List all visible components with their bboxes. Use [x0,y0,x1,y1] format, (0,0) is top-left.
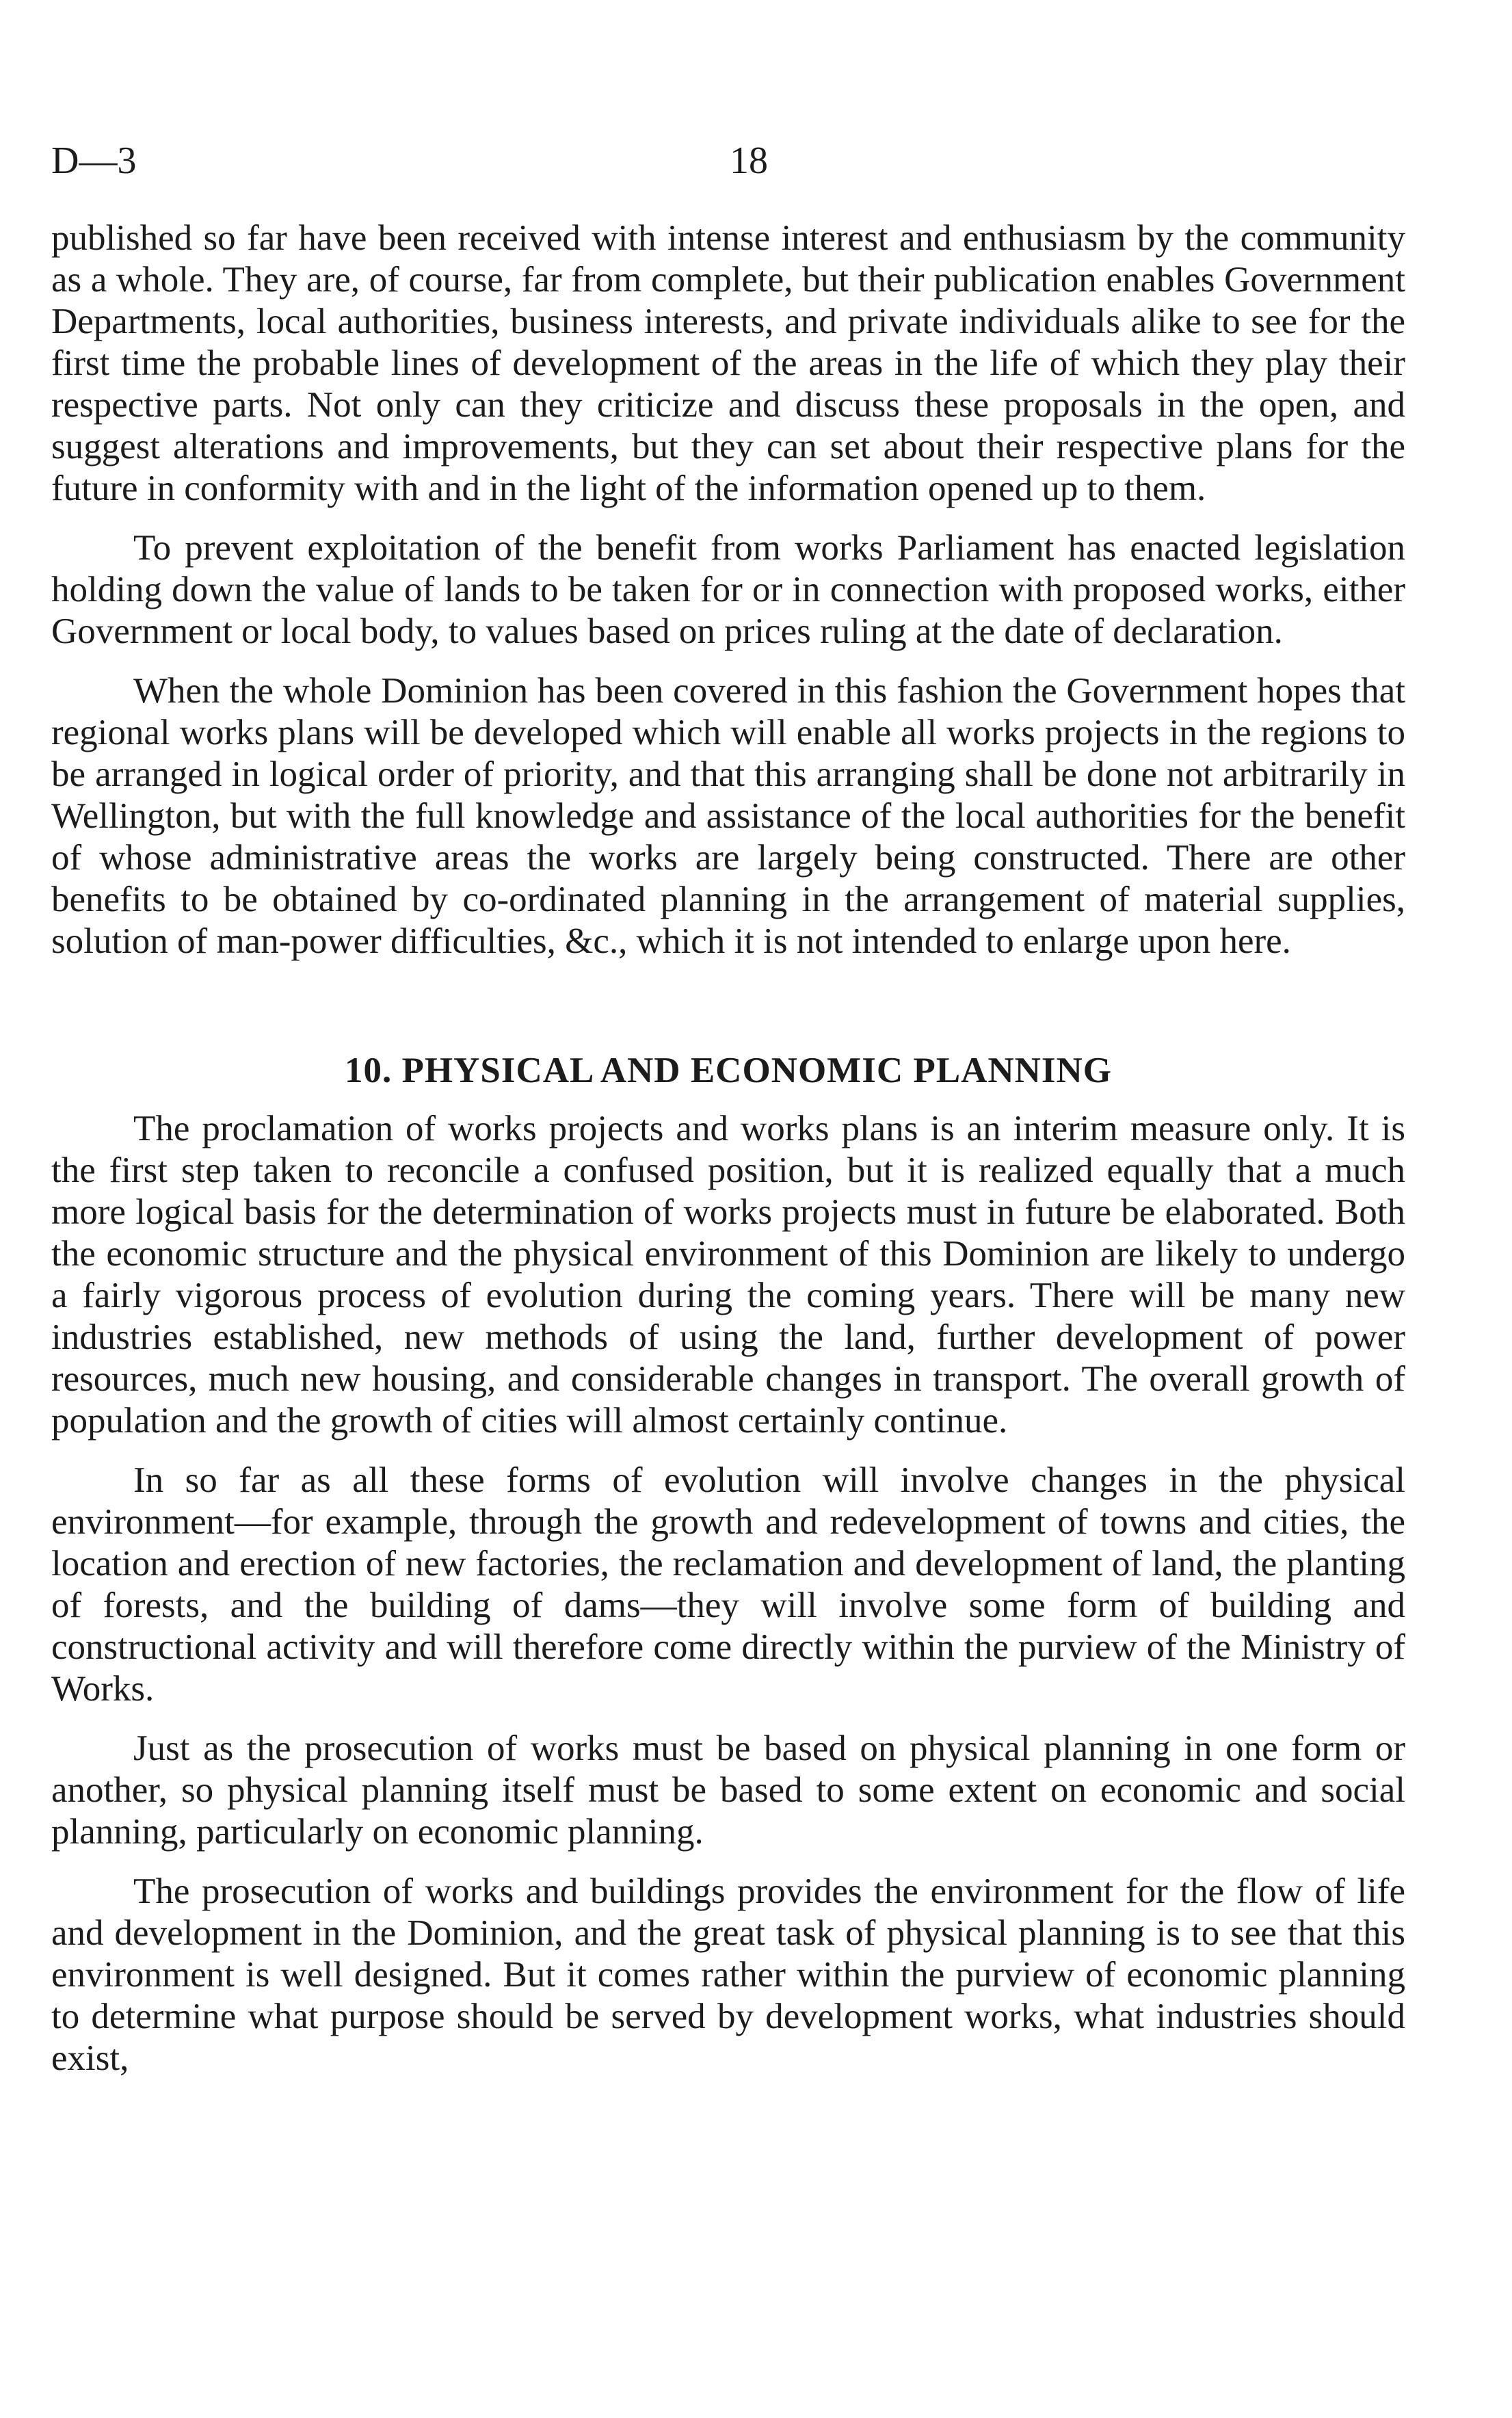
paragraph-economic-planning: Just as the prosecution of works must be based on physical planning in one form or another, so physical planning itself must be based to some extent on economic and social planning, particularly on economic planning. [51,1729,1405,1852]
page-body [51,218,1405,2097]
paragraph-prosecution-of-works: The prosecution of works and buildings provides the environment for the flow of life and development in the Dominion, and the great task of physical planning is to see that this environment is well designed. But it comes rather within the purview of economic planning to determine what purpose should be served by development works, what industries should exist, [51,1871,1405,2078]
page-number: 18 [730,140,768,182]
paragraph-physical-environment: In so far as all these forms of evolution will involve changes in the physical environment—for example, through the growth and redevelopment of towns and cities, the location and erection of new factories, the reclamation and development of land, the planting of forests, and the building of dams—they will involve some form of building and constructional activity and will therefore come directly within the purview of the Ministry of Works. [51,1460,1405,1709]
page-header [51,137,1446,185]
paragraph-interim-measure: The proclamation of works projects and works plans is an interim measure only. It is the first step taken to reconcile a confused position, but it is realized equally that a much more logical basis for the determination of works projects must in future be elaborated. Both the economic structure and the physical environment of this Dominion are likely to undergo a fairly vigorous process of evolution during the coming years. There will be many new industries established, new methods of using the land, further development of power resources, much new housing, and considerable changes in transport. The overall growth of population and the growth of cities will almost certainly continue. [51,1109,1405,1441]
document-reference: D—3 [51,140,137,182]
paragraph-continued: published so far have been received with intense interest and enthusiasm by the community as a whole. They are, of course, far from complete, but their publication enables Government Departments, local authorities, business interests, and private individuals alike to see for the first time the probable lines of development of the areas in the life of which they play their respective parts. Not only can they criticize and discuss these proposals in the open, and suggest alterations and improvements, but they can set about their respective plans for the future in conformity with and in the light of the information opened up to them. [51,218,1405,508]
paragraph-exploitation: To prevent exploitation of the benefit from works Parliament has enacted legislation holding down the value of lands to be taken for or in connection with proposed works, either Government or local body, to values based on prices ruling at the date of declaration. [51,528,1405,651]
section-heading: 10. PHYSICAL AND ECONOMIC PLANNING [344,1051,1113,1090]
paragraph-regional-plans: When the whole Dominion has been covered in this fashion the Government hopes that regional works plans will be developed which will enable all works projects in the regions to be arranged in logical order of priority, and that this arranging shall be done not arbitrarily in Wellington, but with the full knowledge and assistance of the local authorities for the benefit of whose administrative areas the works are largely being constructed. There are other benefits to be obtained by co-ordinated planning in the arrangement of material supplies, solution of man-power difficulties, &c., which it is not intended to enlarge upon here. [51,671,1405,961]
